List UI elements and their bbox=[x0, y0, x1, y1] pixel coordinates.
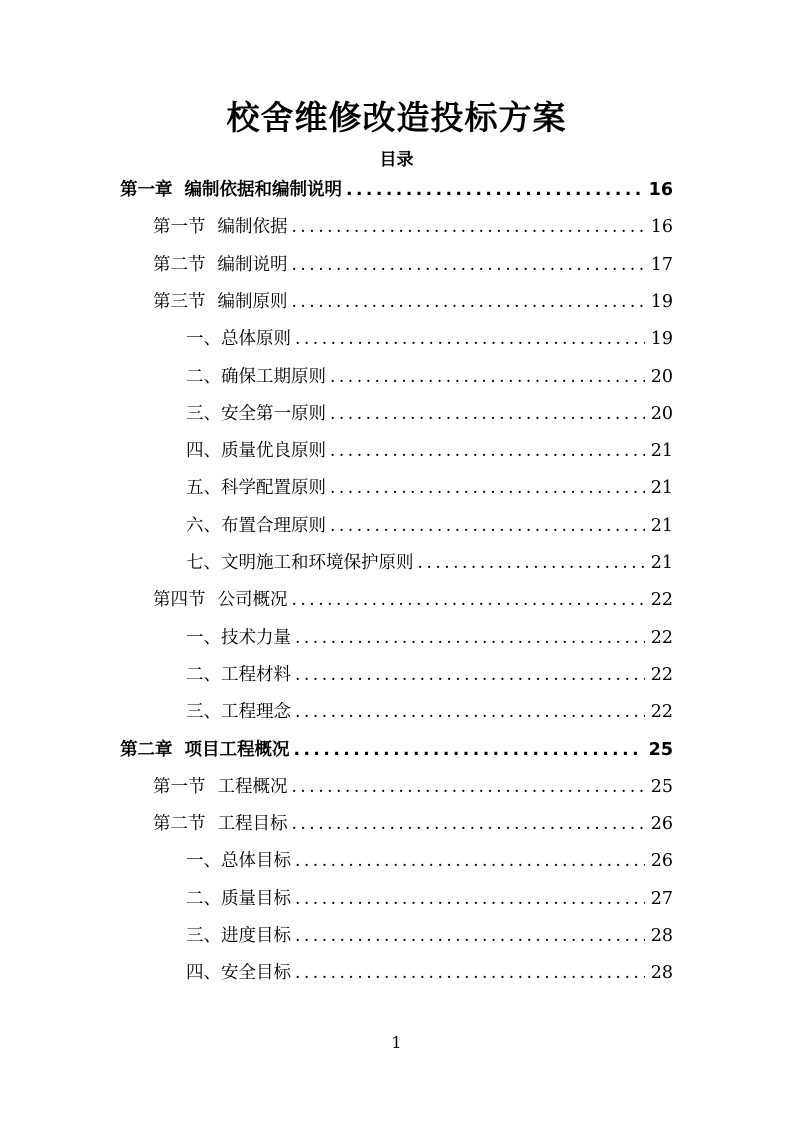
toc-entry-number: 七、 bbox=[186, 553, 221, 573]
toc-entry-page: 21 bbox=[650, 441, 673, 462]
toc-entry-page: 20 bbox=[650, 403, 673, 424]
toc-entry[interactable] bbox=[186, 887, 673, 911]
toc-entry[interactable] bbox=[186, 924, 673, 948]
toc-entry-page: 21 bbox=[650, 478, 673, 499]
toc-entry-title: 公司概况 bbox=[217, 590, 288, 611]
toc-dot-leader bbox=[330, 476, 645, 500]
toc-entry[interactable] bbox=[153, 588, 673, 612]
toc-dot-leader bbox=[295, 700, 645, 724]
toc-entry-title: 布置合理原则 bbox=[221, 515, 326, 536]
toc-entry-number: 第三节 bbox=[153, 291, 206, 312]
toc-entry-page: 17 bbox=[650, 254, 673, 275]
toc-dot-leader bbox=[295, 663, 645, 687]
toc-entry-page: 27 bbox=[650, 888, 673, 909]
toc-entry[interactable] bbox=[186, 439, 673, 463]
toc-dot-leader bbox=[295, 626, 645, 650]
toc-entry[interactable] bbox=[186, 514, 673, 538]
toc-entry-number: 三、 bbox=[186, 702, 221, 723]
toc-entry[interactable] bbox=[186, 961, 673, 985]
toc-entry-title: 工程材料 bbox=[221, 664, 291, 685]
toc-entry-page: 25 bbox=[650, 776, 673, 797]
toc-dot-leader bbox=[295, 924, 645, 948]
toc-entry[interactable] bbox=[153, 775, 673, 799]
toc-entry-number: 三、 bbox=[186, 926, 221, 946]
toc-entry-page: 28 bbox=[650, 926, 673, 946]
toc-entry-title: 编制依据和编制说明 bbox=[184, 180, 342, 200]
toc-entry-page: 26 bbox=[650, 814, 673, 835]
toc-entry-page: 22 bbox=[650, 590, 673, 611]
toc-entry-number: 二、 bbox=[186, 664, 221, 685]
toc-dot-leader bbox=[295, 327, 645, 351]
toc-entry[interactable] bbox=[186, 476, 673, 500]
toc-entry-number: 第二节 bbox=[153, 254, 206, 275]
toc-entry-number: 二、 bbox=[186, 366, 221, 387]
toc-entry-page: 22 bbox=[650, 664, 673, 685]
toc-heading: 目录 bbox=[379, 150, 414, 170]
toc-entry-number: 一、 bbox=[186, 329, 221, 350]
toc-dot-leader bbox=[295, 887, 645, 911]
toc-entry[interactable] bbox=[153, 215, 673, 239]
toc-entry-title: 进度目标 bbox=[221, 926, 291, 946]
toc-entry-number: 二、 bbox=[186, 888, 221, 909]
toc-entry-title: 安全目标 bbox=[221, 963, 291, 984]
toc-entry-number: 第一章 bbox=[120, 180, 173, 200]
page-number: 1 bbox=[391, 1033, 402, 1052]
toc-entry-number: 四、 bbox=[186, 963, 221, 984]
toc-entry-title: 科学配置原则 bbox=[221, 478, 326, 499]
toc-entry-page: 19 bbox=[650, 329, 673, 350]
toc-entry-number: 第四节 bbox=[153, 590, 206, 611]
toc-entry-page: 22 bbox=[650, 702, 673, 723]
toc-dot-leader bbox=[295, 961, 645, 985]
toc-entry-title: 总体原则 bbox=[221, 329, 291, 350]
toc-entry-title: 编制说明 bbox=[217, 254, 288, 275]
toc-dot-leader bbox=[292, 253, 645, 277]
toc-entry-page: 19 bbox=[650, 291, 673, 312]
toc-entry-title: 质量目标 bbox=[221, 888, 291, 909]
toc-entry-number: 第一节 bbox=[153, 217, 206, 238]
toc-dot-leader bbox=[292, 290, 645, 314]
toc-dot-leader bbox=[418, 551, 645, 575]
toc-entry-number: 一、 bbox=[186, 627, 221, 648]
toc-entry-page: 22 bbox=[650, 627, 673, 648]
toc-entry-title: 工程理念 bbox=[221, 702, 291, 723]
toc-entry-page: 21 bbox=[650, 553, 673, 573]
toc-entry-number: 第二章 bbox=[120, 739, 173, 760]
toc-entry-title: 项目工程概况 bbox=[184, 739, 290, 760]
toc-entry-number: 一、 bbox=[186, 851, 221, 872]
toc-entry-page: 26 bbox=[650, 851, 673, 872]
toc-entry-page: 20 bbox=[650, 366, 673, 387]
toc-entry[interactable] bbox=[186, 849, 673, 873]
toc-entry-title: 质量优良原则 bbox=[221, 441, 326, 462]
toc-entry-page: 28 bbox=[650, 963, 673, 984]
toc-entry-page: 16 bbox=[650, 217, 673, 238]
toc-dot-leader bbox=[292, 775, 645, 799]
toc-entry-title: 文明施工和环境保护原则 bbox=[221, 553, 414, 573]
toc-dot-leader bbox=[292, 588, 645, 612]
toc-entry-page: 16 bbox=[648, 180, 673, 200]
toc-entry[interactable] bbox=[186, 663, 673, 687]
toc-dot-leader bbox=[330, 365, 645, 389]
toc-entry[interactable] bbox=[186, 327, 673, 351]
toc-dot-leader bbox=[295, 849, 645, 873]
toc-entry-title: 编制原则 bbox=[217, 291, 288, 312]
toc-entry[interactable] bbox=[120, 738, 673, 762]
toc-dot-leader bbox=[294, 738, 643, 762]
toc-entry[interactable] bbox=[186, 365, 673, 389]
toc-entry[interactable] bbox=[153, 290, 673, 314]
toc-entry[interactable] bbox=[186, 626, 673, 650]
toc-entry[interactable] bbox=[186, 551, 673, 575]
toc-entry[interactable] bbox=[186, 700, 673, 724]
toc-dot-leader bbox=[330, 514, 645, 538]
toc-entry-page: 25 bbox=[648, 739, 673, 760]
toc-entry-title: 工程概况 bbox=[217, 776, 288, 797]
toc-entry-number: 第二节 bbox=[153, 814, 206, 835]
toc-entry-title: 编制依据 bbox=[217, 217, 288, 238]
document-title: 校舍维修改造投标方案 bbox=[226, 98, 567, 137]
toc-dot-leader bbox=[292, 215, 645, 239]
toc-entry[interactable] bbox=[186, 402, 673, 426]
toc-entry-title: 技术力量 bbox=[221, 627, 291, 648]
toc-dot-leader bbox=[330, 439, 645, 463]
toc-entry-number: 第一节 bbox=[153, 776, 206, 797]
toc-entry-title: 总体目标 bbox=[221, 851, 291, 872]
toc-dot-leader bbox=[346, 178, 643, 202]
toc-entry-page: 21 bbox=[650, 515, 673, 536]
toc-entry-title: 安全第一原则 bbox=[221, 403, 326, 424]
toc-entry-number: 五、 bbox=[186, 478, 221, 499]
toc-entry-number: 六、 bbox=[186, 515, 221, 536]
toc-dot-leader bbox=[330, 402, 645, 426]
toc-dot-leader bbox=[292, 812, 645, 836]
toc-entry-title: 确保工期原则 bbox=[221, 366, 326, 387]
toc-entry-number: 三、 bbox=[186, 403, 221, 424]
toc-entry[interactable] bbox=[153, 812, 673, 836]
toc-entry-number: 四、 bbox=[186, 441, 221, 462]
toc-entry[interactable] bbox=[153, 253, 673, 277]
toc-entry[interactable] bbox=[120, 178, 673, 202]
toc-entry-title: 工程目标 bbox=[217, 814, 288, 835]
